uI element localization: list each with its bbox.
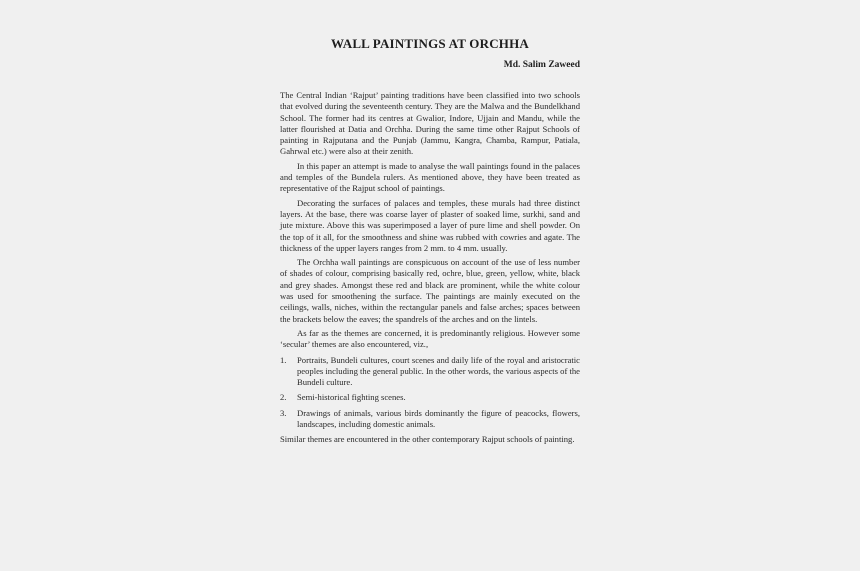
themes-list <box>280 355 580 431</box>
article-column <box>280 36 580 449</box>
list-item <box>280 355 580 389</box>
list-item-number: 1. <box>280 354 287 365</box>
list-item <box>280 408 580 431</box>
paragraph-intro: The Central Indian ‘Rajput’ painting traditions have been classified into two schools that evolved during the seventeenth century. They are the Malwa and the Bundelkhand School. The former had its centres at Gwalior, Indore, Ujjain and Mandu, while the latter flourished at Datia and Orchha. During the same time other Rajput Schools of painting in Rajputana and the Punjab (Jammu, Kangra, Chamba, Rampur, Patiala, Gahrwal etc.) were also at their zenith. <box>280 90 580 157</box>
list-item-text: Drawings of animals, various birds dominantly the figure of peacocks, flowers, landscapes, including domestic animals. <box>297 407 580 430</box>
list-item-number: 3. <box>280 407 287 418</box>
article-title: WALL PAINTINGS AT ORCHHA <box>330 36 530 51</box>
paragraph-colours: The Orchha wall paintings are conspicuous on account of the use of less number of shades of colour, comprising basically red, ochre, blue, green, yellow, white, black and grey shades. Amongst these red and black are prominent, while the white colour was used for smoothening the surface. The paintings are mainly executed on the ceilings, walls, niches, within the rectangular panels and false arches; spaces between the brackets below the eaves; the spandrels of the arches and on the lintels. <box>280 257 580 324</box>
paragraph-closing: Similar themes are encountered in the other contemporary Rajput schools of painting. <box>280 434 575 445</box>
paragraph-layers: Decorating the surfaces of palaces and temples, these murals had three distinct layers. At the base, there was coarse layer of plaster of soaked lime, surkhi, sand and jute mixture. Above this was superimposed a layer of pure lime and shell powder. On the top of it all, for the smoothness and shine was rubbed with cowries and agate. The thickness of the upper layers ranges from 2 mm. to 4 mm. usually. <box>280 197 580 253</box>
list-item-number: 2. <box>280 392 287 403</box>
list-item <box>280 392 580 403</box>
paragraph-themes: As far as the themes are concerned, it is predominantly religious. However some ‘secular’ themes are also encountered, viz., <box>280 327 580 350</box>
list-item-text: Portraits, Bundeli cultures, court scenes and daily life of the royal and aristocratic peoples including the general public. In the other words, the various aspects of the Bundeli culture. <box>297 354 580 388</box>
paragraph-aim: In this paper an attempt is made to analyse the wall paintings found in the palaces and temples of the Bundela rulers. As mentioned above, they have been treated as representative of the Rajput school of paintings. <box>280 160 580 194</box>
article-author: Md. Salim Zaweed <box>503 60 580 70</box>
list-item-text: Semi-historical fighting scenes. <box>297 392 406 403</box>
